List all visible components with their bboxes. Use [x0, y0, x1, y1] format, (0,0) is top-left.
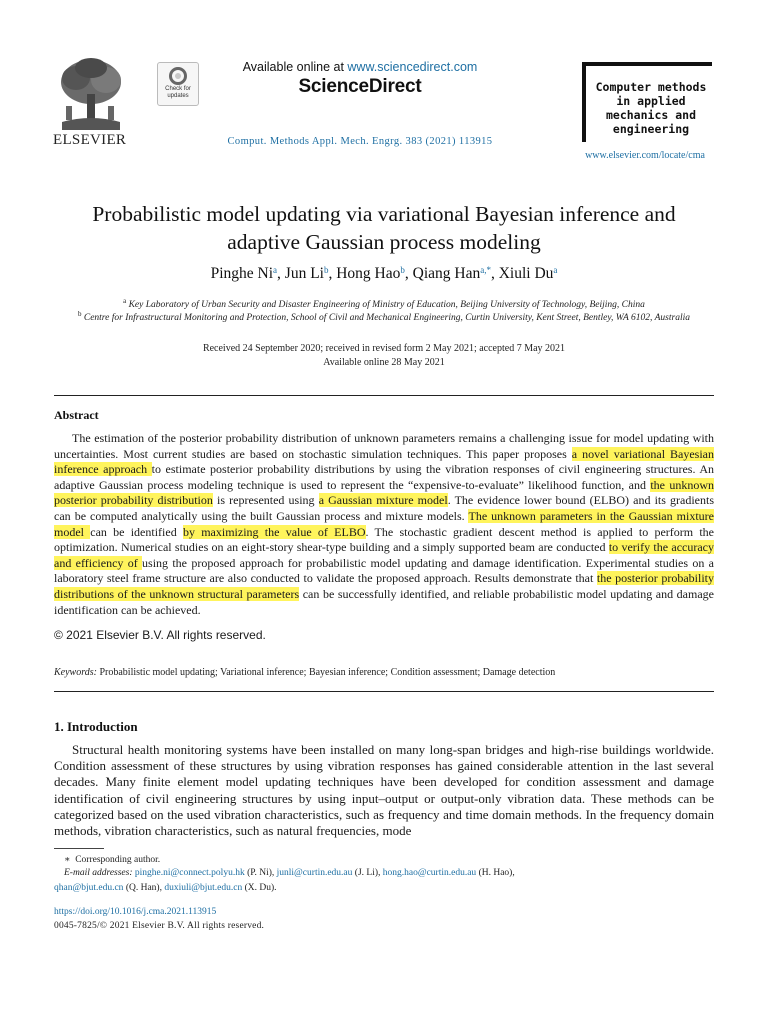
email-label: E-mail addresses: [64, 868, 135, 878]
title-line: Probabilistic model updating via variational Bayesian inference and [92, 202, 676, 226]
elsevier-tree-logo-icon [54, 56, 128, 130]
corresponding-text: Corresponding author. [75, 855, 161, 865]
check-for-updates-badge[interactable] [157, 62, 199, 106]
abstract-text: using the proposed approach for probabilistic model updating and damage identification. Experimental studies on a laboratory steel frame structure are also conducted to validate the proposed approach. Results demonstrate that [54, 555, 714, 586]
journal-logo-line: in applied [616, 94, 686, 108]
abstract-text: The estimation of the posterior probability distribution of unknown parameters remains a challenging issue for model updating with uncertainties. Most current studies are based on stochastic simulation techniques. This paper proposes [54, 431, 714, 461]
journal-url-link[interactable]: www.elsevier.com/locate/cma [585, 150, 705, 161]
author-affiliation-mark[interactable]: b [400, 265, 405, 275]
author-separator: , [328, 265, 337, 282]
divider [54, 395, 714, 396]
author-affiliation-mark[interactable]: a [273, 265, 278, 275]
journal-logo-line: mechanics and [605, 108, 696, 122]
doi-link[interactable]: https://doi.org/10.1016/j.cma.2021.113915 [54, 907, 217, 917]
email-owner: (H. Hao), [476, 868, 515, 878]
email-link[interactable]: hong.hao@curtin.edu.au [382, 868, 477, 878]
title-line: adaptive Gaussian process modeling [227, 230, 541, 254]
abstract-body [54, 431, 714, 618]
author-separator: , [277, 265, 285, 282]
crossmark-icon [169, 67, 187, 85]
highlighted-text: a Gaussian mixture model [318, 493, 448, 508]
email-owner: (P. Ni), [244, 868, 277, 878]
author-name: Xiuli Du [498, 265, 554, 282]
section-heading-introduction: 1. Introduction [54, 719, 138, 734]
author-separator: , [404, 265, 413, 282]
highlighted-text: the posterior probability distributions of the unknown structural parameters [54, 571, 714, 601]
email-link[interactable]: pinghe.ni@connect.polyu.hk [134, 868, 245, 878]
affiliation-mark: a [123, 297, 127, 305]
author-list [40, 265, 728, 283]
journal-logo [582, 62, 712, 142]
abstract-copyright: © 2021 Elsevier B.V. All rights reserved. [54, 628, 266, 642]
email-owner: (Q. Han), [123, 883, 165, 893]
divider [54, 691, 714, 692]
author-name: Qiang Han [412, 265, 481, 282]
author-affiliation-mark[interactable]: a [553, 265, 558, 275]
available-online-date: Available online 28 May 2021 [323, 357, 445, 368]
issn-copyright-line: 0045-7825/© 2021 Elsevier B.V. All rights reserved. [54, 921, 265, 931]
abstract-text: to estimate posterior probability distributions by using the vibration responses of civil engineering structures. An adaptive Gaussian process modeling technique is used to represent the “expensive-to-evaluate” likelihood function, and [54, 462, 714, 492]
highlighted-text: the unknown posterior probability distribution [54, 477, 715, 508]
abstract-heading: Abstract [54, 408, 99, 422]
email-owner: (X. Du). [242, 883, 277, 893]
available-prefix: Available online at [242, 60, 348, 74]
highlighted-text: a novel variational Bayesian inference approach [54, 446, 714, 477]
highlighted-text: by maximizing the value of ELBO [182, 524, 366, 539]
journal-logo-line: engineering [612, 122, 690, 136]
abstract-text: is represented using [212, 493, 319, 508]
affiliation-text: Key Laboratory of Urban Security and Disaster Engineering of Ministry of Education, Beijing University of Technology, Beijing, China [128, 300, 645, 310]
author-separator: , [490, 265, 499, 282]
journal-logo-line: Computer methods [595, 80, 707, 94]
author-name: Jun Li [284, 265, 324, 282]
paper-title [40, 200, 728, 256]
keywords-text: Probabilistic model updating; Variational inference; Bayesian inference; Condition assessment; Damage detection [96, 667, 556, 678]
author-name: Hong Hao [336, 265, 401, 282]
author-name: Pinghe Ni [210, 265, 274, 282]
footnote-divider [54, 848, 104, 849]
corresponding-mark: ∗ [64, 855, 71, 865]
introduction-paragraph: Structural health monitoring systems have been installed on many long-span bridges and high-rise buildings worldwide. Condition assessment of these structures by using vibration responses has gained considerable attention in the last several decades. Many finite element model updating techniques have been developed for condition assessment and damage identification of civil engineering structures by using input–output or output-only vibration data. These methods can be categorized based on the used vibration characteristics, such as frequency and time domain methods. In the frequency domain methods, vibration characteristics, such as natural frequencies, mode [54, 742, 714, 839]
sciencedirect-logo: ScienceDirect [298, 76, 422, 97]
email-link[interactable]: qhan@bjut.edu.cn [54, 883, 124, 893]
email-owner: (J. Li), [352, 868, 383, 878]
introduction-body [54, 742, 714, 839]
email-link[interactable]: duxiuli@bjut.edu.cn [164, 883, 243, 893]
received-dates: Received 24 September 2020; received in revised form 2 May 2021; accepted 7 May 2021 [202, 343, 566, 354]
abstract-paragraph [54, 431, 714, 618]
affiliation-mark: b [77, 310, 82, 318]
elsevier-wordmark: ELSEVIER [53, 132, 127, 148]
available-online-line [200, 60, 520, 74]
crossmark-label: Check for updates [165, 86, 191, 99]
corresponding-author-note [64, 854, 160, 865]
author-affiliation-mark[interactable]: a,* [480, 265, 491, 275]
author-affiliation-mark[interactable]: b [323, 265, 329, 275]
abstract-text: . The stochastic gradient descent method is applied to perform the optimization. Numerical studies on an eight-story shear-type building and a simply supported beam are conducted [54, 524, 715, 555]
keywords-label: Keywords: [54, 667, 97, 678]
abstract-text: can be successfully identified, and reliable probabilistic model updating and damage identification can be achieved. [54, 586, 714, 617]
email-addresses [54, 866, 714, 896]
affiliation-text: Centre for Infrastructural Monitoring and Protection, School of Civil and Mechanical Engineering, Curtin University, Kent Street, Bentley, WA 6102, Australia [83, 313, 690, 323]
abstract-text: can be identified [90, 524, 183, 539]
sciencedirect-url-link[interactable]: www.sciencedirect.com [347, 60, 478, 74]
journal-citation: Comput. Methods Appl. Mech. Engrg. 383 (2021) 113915 [227, 136, 493, 147]
keywords [54, 667, 714, 678]
affiliation-b [52, 308, 716, 325]
email-link[interactable]: junli@curtin.edu.au [276, 868, 353, 878]
highlighted-text: to verify the accuracy and efficiency of [54, 540, 714, 570]
abstract-text: . The evidence lower bound (ELBO) and its gradients can be computed analytically using the built Gaussian process and mixture models. [54, 493, 715, 523]
highlighted-text: The unknown parameters in the Gaussian mixture model [54, 508, 714, 539]
